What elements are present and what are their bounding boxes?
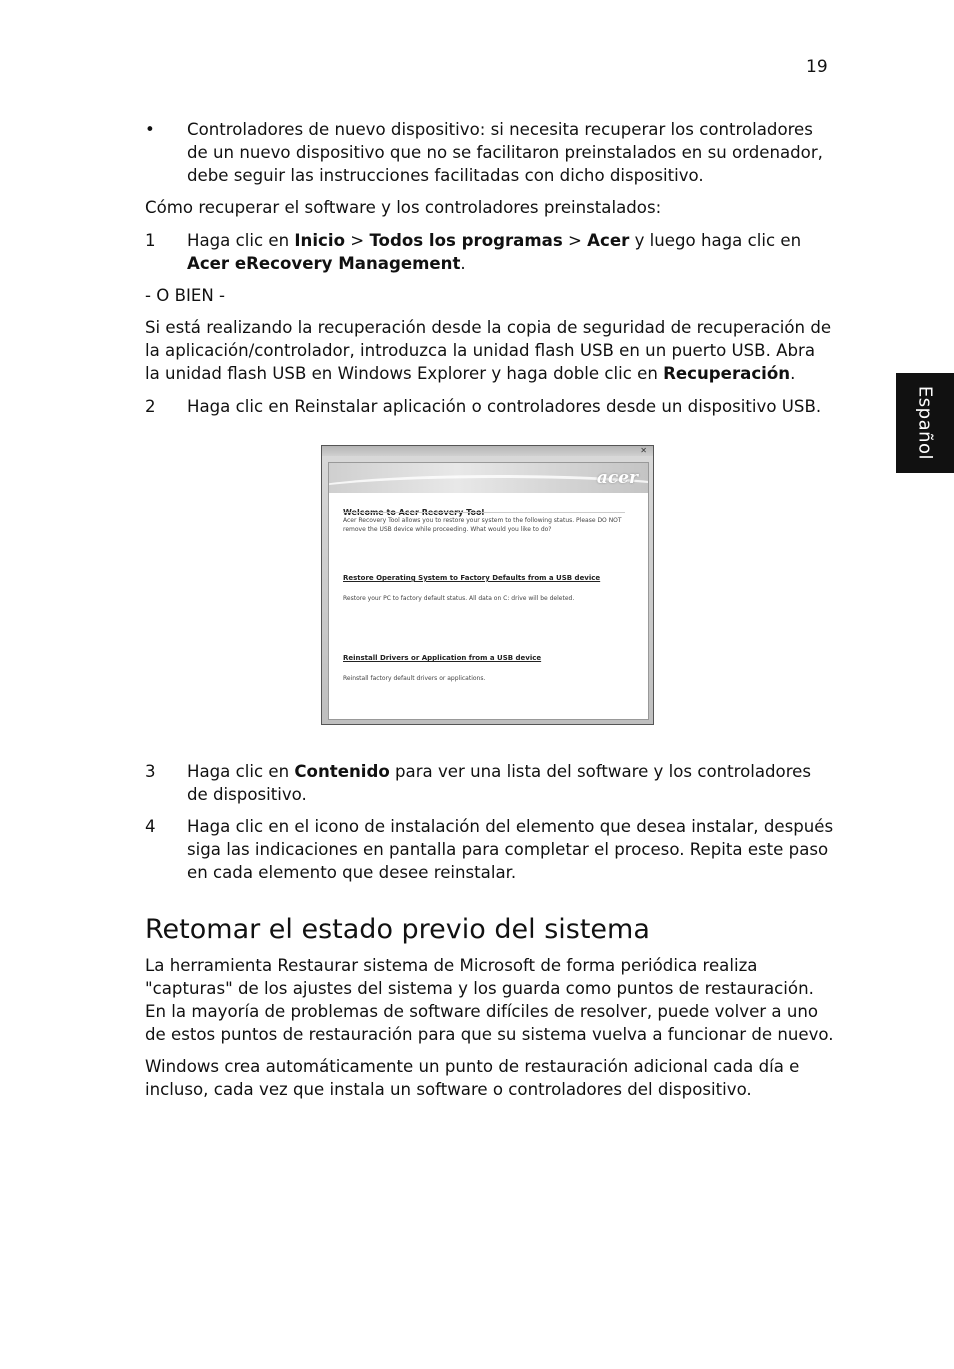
restore-os-link: Restore Operating System to Factory Defaults from a USB device [343, 574, 601, 582]
step-1-text: Haga clic en Inicio > Todos los programas > Acer y luego haga clic en Acer eRecovery Management. [187, 231, 802, 273]
step-4-text: Haga clic en el icono de instalación del elemento que desea instalar, después siga las indicaciones en pantalla para completar el proceso. Repita este paso en cada elemento que desee reinstalar. [187, 817, 834, 882]
window-description: Acer Recovery Tool allows you to restore your system to the following status. Please DO NOT remove the USB device while proceeding. What would you like to do? [343, 517, 622, 533]
restore-os-description: Restore your PC to factory default status. All data on C: drive will be deleted. [343, 595, 575, 602]
step-3-text: Haga clic en Contenido para ver una lista del software y los controladores de dispositivo. [187, 762, 812, 804]
recuperacion-label: Recuperación [663, 364, 791, 383]
step-2-text: Haga clic en Reinstalar aplicación o controladores desde un dispositivo USB. [187, 397, 822, 416]
section-paragraph-2: Windows crea automáticamente un punto de restauración adicional cada día e incluso, cada vez que instala un software o controladores del dispositivo. [145, 1057, 800, 1099]
heading-divider [343, 512, 625, 513]
bullet-marker: • [145, 120, 155, 139]
section-heading: Retomar el estado previo del sistema [145, 914, 650, 945]
language-tab [896, 373, 954, 473]
step-2 [145, 395, 835, 418]
menu-todos-los-programas: Todos los programas [369, 231, 563, 250]
recovery-tool-screenshot [321, 445, 654, 725]
page-content [145, 118, 835, 1101]
menu-acer-erecovery: Acer eRecovery Management [187, 254, 461, 273]
contenido-label: Contenido [294, 762, 390, 781]
acer-logo: acer [596, 468, 638, 488]
window-titlebar [322, 446, 653, 456]
step-4-number: 4 [145, 817, 156, 836]
language-tab-label: Español [914, 385, 936, 461]
close-icon: ✕ [640, 446, 647, 455]
usb-paragraph: Si está realizando la recuperación desde la copia de seguridad de recuperación de la aplicación/controlador, introduzca la unidad flash USB en un puerto USB. Abra la unidad flash USB en Windows Explorer y haga doble clic en Recuperación. [145, 318, 832, 383]
page-number: 19 [806, 57, 828, 77]
step-4 [145, 815, 835, 884]
step-2-number: 2 [145, 397, 156, 416]
intro-text: Cómo recuperar el software y los controladores preinstalados: [145, 198, 662, 217]
step-1 [145, 229, 835, 275]
window-body [328, 462, 649, 720]
reinstall-drivers-link: Reinstall Drivers or Application from a USB device [343, 654, 542, 662]
or-separator: - O BIEN - [145, 286, 226, 305]
menu-acer: Acer [587, 231, 630, 250]
bullet-item [145, 118, 835, 187]
window-banner [329, 463, 648, 493]
reinstall-drivers-description: Reinstall factory default drivers or applications. [343, 675, 486, 682]
step-1-number: 1 [145, 231, 156, 250]
bullet-text: Controladores de nuevo dispositivo: si necesita recuperar los controladores de un nuevo dispositivo que no se facilitaron preinstalados en su ordenador, debe seguir las instrucciones facilitadas con dicho dispositivo. [187, 120, 823, 185]
step-3-number: 3 [145, 762, 156, 781]
step-3 [145, 760, 835, 806]
section-paragraph-1: La herramienta Restaurar sistema de Microsoft de forma periódica realiza "capturas" de los ajustes del sistema y los guarda como puntos de restauración. En la mayoría de problemas de software difíciles de resolver, puede volver a uno de estos puntos de restauración para que su sistema vuelva a funcionar de nuevo. [145, 956, 834, 1044]
menu-inicio: Inicio [294, 231, 345, 250]
